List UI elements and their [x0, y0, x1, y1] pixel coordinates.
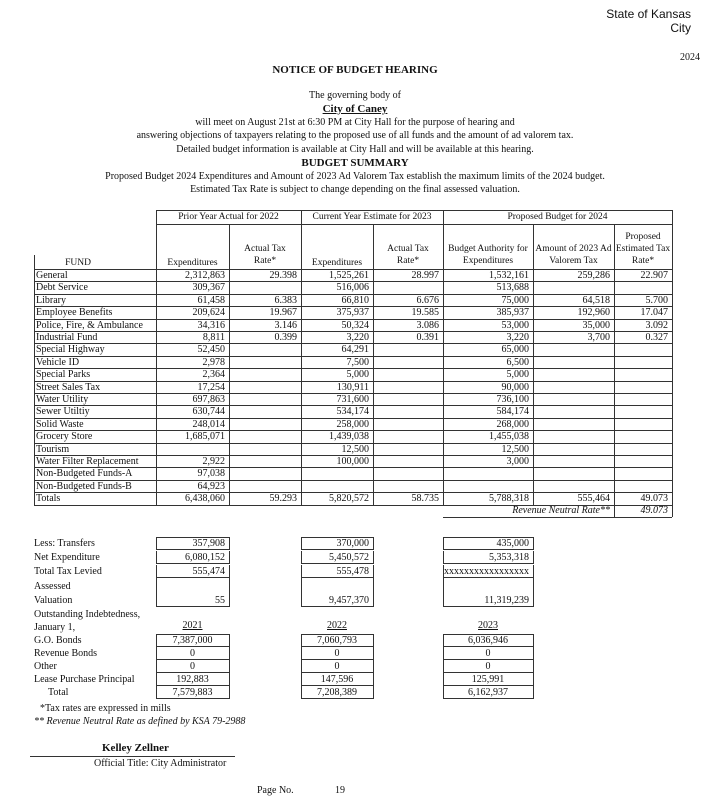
cell-auth: 53,000: [501, 319, 529, 331]
indebtedness-year-y2: 2022: [327, 620, 347, 631]
fund-name: Vehicle ID: [36, 356, 80, 368]
total_tax-label: Total Tax Levied: [34, 566, 102, 577]
total-rule: [229, 686, 230, 699]
cell-adval: 64,518: [582, 294, 610, 306]
cell-exp2: 375,937: [336, 307, 369, 319]
signature-line: [30, 756, 235, 757]
footnote-revenue-neutral: ** Revenue Neutral Rate as defined by KSA 79-2988: [34, 716, 246, 727]
notice-line1: The governing body of: [309, 90, 401, 101]
revenue-neutral-label: Revenue Neutral Rate**: [512, 504, 610, 516]
valuation-label: Valuation: [34, 595, 73, 606]
cell-auth: 736,100: [496, 394, 529, 405]
cell-rate1: 6.383: [274, 294, 297, 306]
debt-top-rule: [443, 634, 533, 635]
cell-auth: 12,500: [501, 443, 529, 455]
go_bonds-label: G.O. Bonds: [34, 635, 82, 646]
total_tax-v2: 555,478: [336, 566, 369, 577]
column-rule: [614, 224, 615, 505]
cell-adval: 35,000: [582, 319, 610, 331]
column-rule: [156, 210, 157, 505]
less_transfers-rule: [229, 537, 230, 550]
cell-exp2: 7,500: [346, 356, 369, 368]
total_tax-v3: xxxxxxxxxxxxxxxxx: [444, 566, 529, 577]
col-header-rate-2023: Actual Tax Rate*: [387, 244, 429, 266]
fund-name: Industrial Fund: [36, 332, 98, 343]
other-v2: 0: [334, 661, 340, 672]
cell-rate1: 0.399: [274, 332, 297, 343]
net_expenditure-rule: [229, 551, 230, 564]
indebtedness-year-y3: 2023: [478, 620, 498, 631]
signer-title: Official Title: City Administrator: [94, 758, 227, 769]
fund-name: Totals: [36, 493, 61, 505]
valuation-v3: 11,319,239: [484, 595, 529, 606]
column-rule: [443, 210, 444, 505]
cell-auth: 6,500: [506, 356, 529, 368]
cell-exp1: 52,450: [197, 344, 225, 356]
cell-adval: 259,286: [577, 270, 610, 281]
cell-exp2: 731,600: [336, 394, 369, 405]
group-header-current: Current Year Estimate for 2023: [312, 212, 432, 222]
valuation-v2: 9,457,370: [329, 595, 369, 606]
column-rule: [301, 210, 302, 505]
cell-auth: 1,455,038: [489, 431, 529, 443]
cell-exp2: 1,525,261: [329, 270, 369, 281]
cell-prop: 0.327: [645, 332, 668, 343]
valuation-box-rule: [373, 577, 374, 607]
net_expenditure-rule: [373, 551, 374, 564]
lease-v3: 125,991: [471, 674, 505, 685]
col-header-rate-2022: Actual Tax Rate*: [244, 244, 286, 266]
debt-top-rule: [156, 634, 229, 635]
revenue_bonds-rule: [533, 647, 534, 660]
total-rule: [533, 686, 534, 699]
cell-exp1: 34,316: [197, 319, 225, 331]
lease-rule: [373, 673, 374, 686]
fund-name: Tourism: [36, 443, 70, 455]
budget-year: 2024: [680, 52, 700, 63]
revenue_bonds-label: Revenue Bonds: [34, 648, 98, 659]
valuation-box-rule: [533, 577, 534, 607]
less_transfers-rule: [373, 537, 374, 550]
cell-auth: 268,000: [496, 418, 529, 430]
fund-name: Non-Budgeted Funds-B: [36, 480, 132, 492]
cell-rate2: 6.676: [416, 294, 439, 306]
revenue-neutral-rule: [672, 505, 673, 517]
col-header-fund: FUND: [65, 258, 91, 268]
group-header-prior: Prior Year Actual for 2022: [178, 212, 279, 222]
cell-auth: 90,000: [501, 381, 529, 393]
net_expenditure-rule: [533, 551, 534, 564]
net_expenditure-v2: 5,450,572: [329, 552, 369, 563]
notice-line4: Detailed budget information is available at City Hall and will be available at this hearing.: [176, 144, 534, 155]
cell-exp1: 64,923: [197, 480, 225, 492]
city-name: City of Caney: [322, 103, 388, 115]
go_bonds-v2: 7,060,793: [317, 635, 357, 646]
total-v3: 6,162,937: [468, 687, 508, 698]
other-rule: [373, 660, 374, 673]
lease-rule: [533, 673, 534, 686]
cell-exp1: 697,863: [192, 394, 225, 405]
cell-exp1: 2,922: [202, 456, 225, 467]
go_bonds-v1: 7,387,000: [172, 635, 213, 646]
indebtedness-year-y1: 2021: [182, 620, 203, 631]
notice-title: NOTICE OF BUDGET HEARING: [272, 64, 438, 76]
less_transfers-v1: 357,908: [192, 538, 225, 549]
notice-line2: will meet on August 21st at 6:30 PM at City Hall for the purpose of hearing and: [195, 117, 515, 128]
fund-name: Street Sales Tax: [36, 381, 101, 393]
cell-exp2: 258,000: [336, 418, 369, 430]
january-label: January 1,: [34, 622, 76, 633]
other-rule: [533, 660, 534, 673]
revenue-neutral-value: 49.073: [640, 504, 668, 516]
cell-exp2: 50,324: [341, 319, 369, 331]
col-header-proposed-rate: Proposed Estimated Tax Rate*: [615, 232, 671, 266]
column-rule: [229, 224, 230, 505]
column-rule: [373, 224, 374, 505]
less_transfers-v2: 370,000: [336, 538, 369, 549]
cell-prop: 3.092: [645, 319, 668, 331]
group-header-bottom-rule: [156, 224, 672, 225]
footnote-mills: *Tax rates are expressed in mills: [40, 703, 171, 714]
other-v1: 0: [190, 661, 195, 672]
cell-exp2: 12,500: [341, 443, 369, 455]
revenue-neutral-rule: [614, 505, 615, 517]
go_bonds-v3: 6,036,946: [468, 635, 508, 646]
cell-auth: 584,174: [496, 406, 529, 418]
valuation-v1: 55: [215, 595, 225, 606]
assessed-label: Assessed: [34, 581, 71, 592]
total-v1: 7,579,883: [172, 687, 213, 698]
cell-rate1: 59.293: [269, 493, 297, 505]
go_bonds-rule: [229, 634, 230, 647]
cell-exp2: 66,810: [341, 294, 369, 306]
cell-exp2: 100,000: [336, 456, 369, 467]
fund-name: Water Filter Replacement: [36, 456, 139, 467]
cell-adval: 192,960: [577, 307, 610, 319]
cell-exp2: 3,220: [346, 332, 369, 343]
notice-line3: answering objections of taxpayers relating to the proposed use of all funds and the amount of ad valorem tax.: [136, 130, 574, 141]
cell-adval: 555,464: [577, 493, 610, 505]
col-header-exp-2022: Expenditures: [167, 258, 218, 268]
col-header-budget-authority: Budget Authority for Expenditures: [448, 244, 528, 266]
fund-name: General: [36, 270, 68, 281]
page-number: 19: [335, 785, 345, 796]
cell-prop: 17.047: [640, 307, 668, 319]
fund-name: Grocery Store: [36, 431, 93, 443]
city-line: City: [670, 21, 691, 35]
signer-name: Kelley Zellner: [102, 742, 169, 754]
fund-name: Sewer Utiltiy: [36, 406, 90, 418]
cell-auth: 385,937: [496, 307, 529, 319]
cell-rate2: 3.086: [416, 319, 439, 331]
go_bonds-rule: [373, 634, 374, 647]
cell-prop: 5.700: [645, 294, 668, 306]
revenue_bonds-v2: 0: [334, 648, 340, 659]
lease-label: Lease Purchase Principal: [34, 674, 135, 685]
cell-exp1: 8,811: [202, 332, 225, 343]
fund-name: Library: [36, 294, 66, 306]
col-header-exp-2023: Expenditures: [311, 258, 363, 268]
fund-name: Solid Waste: [36, 418, 84, 430]
cell-exp1: 17,254: [197, 381, 225, 393]
cell-auth: 5,788,318: [489, 493, 529, 505]
less_transfers-v3: 435,000: [496, 538, 529, 549]
outstanding-label: Outstanding Indebtedness,: [34, 609, 141, 620]
cell-auth: 3,220: [506, 332, 529, 343]
net_expenditure-v1: 6,080,152: [185, 552, 225, 563]
total-label: Total: [48, 687, 69, 698]
cell-exp1: 630,744: [192, 406, 225, 418]
cell-auth: 513,688: [496, 282, 529, 294]
cell-prop: 49.073: [640, 493, 668, 505]
cell-exp2: 5,820,572: [329, 493, 369, 505]
revenue_bonds-v3: 0: [485, 648, 491, 659]
state-line: State of Kansas: [606, 7, 691, 21]
fund-name: Special Parks: [36, 369, 91, 381]
cell-exp2: 1,439,038: [329, 431, 369, 443]
cell-exp2: 534,174: [336, 406, 369, 418]
cell-auth: 1,532,161: [489, 270, 529, 281]
cell-auth: 65,000: [501, 344, 529, 356]
cell-exp1: 61,458: [197, 294, 225, 306]
debt-top-rule: [301, 634, 373, 635]
summary-title: BUDGET SUMMARY: [301, 157, 409, 169]
revenue-neutral-rule: [443, 517, 672, 518]
page-label: Page No.: [257, 785, 294, 796]
cell-rate2: 0.391: [416, 332, 439, 343]
total_tax-v1: 555,474: [192, 566, 225, 577]
cell-auth: 3,000: [506, 456, 529, 467]
other-rule: [229, 660, 230, 673]
net_expenditure-label: Net Expenditure: [34, 552, 100, 563]
fund-name: Debt Service: [36, 282, 88, 294]
cell-rate2: 19.585: [411, 307, 439, 319]
net_expenditure-v3: 5,353,318: [489, 552, 529, 563]
cell-exp2: 516,006: [336, 282, 369, 294]
cell-exp1: 6,438,060: [185, 493, 225, 505]
col-header-ad-valorem: Amount of 2023 Ad Valorem Tax: [535, 244, 612, 266]
cell-rate2: 58.735: [411, 493, 439, 505]
fund-name: Non-Budgeted Funds-A: [36, 468, 133, 480]
cell-auth: 75,000: [501, 294, 529, 306]
cell-exp1: 97,038: [197, 468, 225, 480]
cell-rate2: 28.997: [411, 270, 439, 281]
lease-v2: 147,596: [320, 674, 354, 685]
cell-adval: 3,700: [587, 332, 610, 343]
cell-exp2: 130,911: [336, 381, 369, 393]
cell-exp1: 209,624: [192, 307, 225, 319]
lease-rule: [229, 673, 230, 686]
less_transfers-rule: [533, 537, 534, 550]
less_transfers-label: Less: Transfers: [34, 538, 95, 549]
cell-prop: 22.907: [640, 270, 668, 281]
cell-exp1: 2,364: [202, 369, 225, 381]
fund-name: Employee Benefits: [36, 307, 113, 319]
cell-auth: 5,000: [506, 369, 529, 381]
cell-exp1: 248,014: [192, 418, 225, 430]
valuation-box-rule: [443, 577, 444, 607]
fund-name: Water Utility: [36, 394, 89, 405]
cell-rate1: 29.398: [269, 270, 297, 281]
cell-exp1: 2,978: [202, 356, 225, 368]
revenue_bonds-rule: [229, 647, 230, 660]
cell-rate1: 3.146: [274, 319, 297, 331]
cell-exp2: 5,000: [346, 369, 369, 381]
fund-name: Police, Fire, & Ambulance: [36, 319, 143, 331]
column-rule: [533, 224, 534, 505]
group-header-proposed: Proposed Budget for 2024: [507, 212, 608, 222]
other-v3: 0: [485, 661, 491, 672]
valuation-box-rule: [156, 577, 157, 607]
other-label: Other: [34, 661, 57, 672]
cell-exp1: 2,312,863: [185, 270, 225, 281]
total-v2: 7,208,389: [317, 687, 357, 698]
revenue_bonds-v1: 0: [190, 648, 195, 659]
go_bonds-rule: [533, 634, 534, 647]
cell-exp2: 64,291: [341, 344, 369, 356]
cell-rate1: 19.967: [269, 307, 297, 319]
column-rule: [672, 210, 673, 505]
cell-exp1: 309,367: [192, 282, 225, 294]
valuation-box-rule: [229, 577, 230, 607]
lease-v1: 192,883: [176, 674, 209, 685]
notice-line6: Estimated Tax Rate is subject to change depending on the final assessed valuation.: [190, 184, 520, 195]
revenue_bonds-rule: [373, 647, 374, 660]
cell-exp1: 1,685,071: [185, 431, 225, 443]
notice-line5: Proposed Budget 2024 Expenditures and Amount of 2023 Ad Valorem Tax establish the maximum limits of the 2024 budget.: [105, 171, 605, 182]
fund-name: Special Highway: [36, 344, 105, 356]
valuation-box-rule: [301, 577, 302, 607]
total-rule: [373, 686, 374, 699]
